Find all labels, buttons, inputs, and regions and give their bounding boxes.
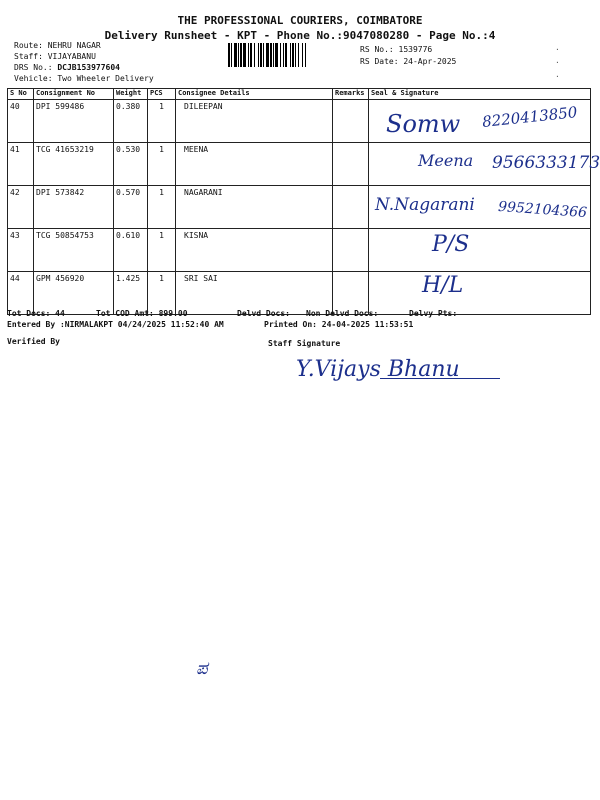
staff-signature-label: Staff Signature [268, 339, 341, 348]
handwritten-signature: Meena [418, 151, 474, 170]
cell-remarks [333, 229, 369, 272]
handwritten-phone: 8220413850 [481, 103, 579, 131]
table-row [8, 272, 591, 315]
cell-sno: 42 [8, 186, 34, 229]
runsheet-title: Delivery Runsheet - KPT - Phone No.:9047080280 - Page No.:4 [104, 29, 496, 42]
cell-consignment: DPI 599486 [34, 100, 114, 143]
cell-weight: 0.570 [114, 186, 148, 229]
total-cod-amount: Tot COD Amt: 899.00 [96, 309, 188, 318]
rs-date: RS Date: 24-Apr-2025 [360, 57, 457, 66]
handwritten-signature: Somw [386, 110, 461, 138]
handwritten-mark: ಪ [196, 658, 208, 679]
cell-pcs: 1 [148, 143, 176, 186]
margin-mark: · [555, 72, 560, 81]
cell-weight: 0.610 [114, 229, 148, 272]
cell-signature [369, 272, 591, 315]
drs-value: DCJB153977604 [57, 63, 120, 72]
cell-sno: 44 [8, 272, 34, 315]
cell-sno: 43 [8, 229, 34, 272]
route-text: Route: NEHRU NAGAR [14, 41, 101, 50]
cell-weight: 0.530 [114, 143, 148, 186]
cell-consignment: TCG 41653219 [34, 143, 114, 186]
header-sno: S No [8, 89, 34, 100]
handwritten-signature: P/S [432, 232, 470, 257]
cell-consignee: MEENA [176, 143, 333, 186]
cell-pcs: 1 [148, 272, 176, 315]
cell-consignment: DPI 573842 [34, 186, 114, 229]
margin-mark: · [555, 58, 560, 67]
cell-pcs: 1 [148, 229, 176, 272]
table-row [8, 229, 591, 272]
header-remarks: Remarks [333, 89, 369, 100]
vehicle-text: Vehicle: Two Wheeler Delivery [14, 74, 154, 83]
barcode-image [228, 43, 352, 67]
non-delivered-docs: Non Delvd Docs: [306, 309, 379, 318]
header-signature: Seal & Signature [369, 89, 591, 100]
cell-remarks [333, 186, 369, 229]
handwritten-signature: H/L [422, 273, 464, 298]
cell-weight: 0.380 [114, 100, 148, 143]
header-pcs: PCS [148, 89, 176, 100]
total-docs: Tot Docs: 44 [7, 309, 65, 318]
delivered-docs: Delvd Docs: [237, 309, 290, 318]
header-weight: Weight [114, 89, 148, 100]
signature-underline [380, 378, 500, 379]
cell-pcs: 1 [148, 186, 176, 229]
cell-sno: 40 [8, 100, 34, 143]
cell-remarks [333, 100, 369, 143]
rs-number: RS No.: 1539776 [360, 45, 433, 54]
verified-by-label: Verified By [7, 337, 60, 346]
cell-consignee: KISNA [176, 229, 333, 272]
cell-sno: 41 [8, 143, 34, 186]
header-consignee: Consignee Details [176, 89, 333, 100]
cell-signature [369, 229, 591, 272]
drs-label: DRS No.: [14, 63, 53, 72]
staff-text: Staff: VIJAYABANU [14, 52, 96, 61]
cell-consignment: GPM 456920 [34, 272, 114, 315]
entered-by: Entered By :NIRMALAKPT 04/24/2025 11:52:40 AM [7, 320, 224, 329]
cell-consignee: DILEEPAN [176, 100, 333, 143]
printed-on: Printed On: 24-04-2025 11:53:51 [264, 320, 414, 329]
cell-consignee: SRI SAI [176, 272, 333, 315]
cell-consignee: NAGARANI [176, 186, 333, 229]
company-title: THE PROFESSIONAL COURIERS, COIMBATORE [177, 14, 423, 27]
cell-consignment: TCG 50854753 [34, 229, 114, 272]
handwritten-phone: 9566333173 [492, 153, 600, 173]
margin-mark: · [555, 45, 560, 54]
delivery-points: Delvy Pts: [409, 309, 458, 318]
handwritten-phone: 9952104366 [497, 198, 588, 222]
staff-handwritten-signature: Y.Vijays Bhanu [296, 357, 460, 382]
cell-pcs: 1 [148, 100, 176, 143]
table-header-row [8, 89, 591, 100]
cell-weight: 1.425 [114, 272, 148, 315]
drs-number [14, 63, 120, 72]
cell-remarks [333, 143, 369, 186]
handwritten-signature: N.Nagarani [375, 195, 475, 215]
header-consignment: Consignment No [34, 89, 114, 100]
